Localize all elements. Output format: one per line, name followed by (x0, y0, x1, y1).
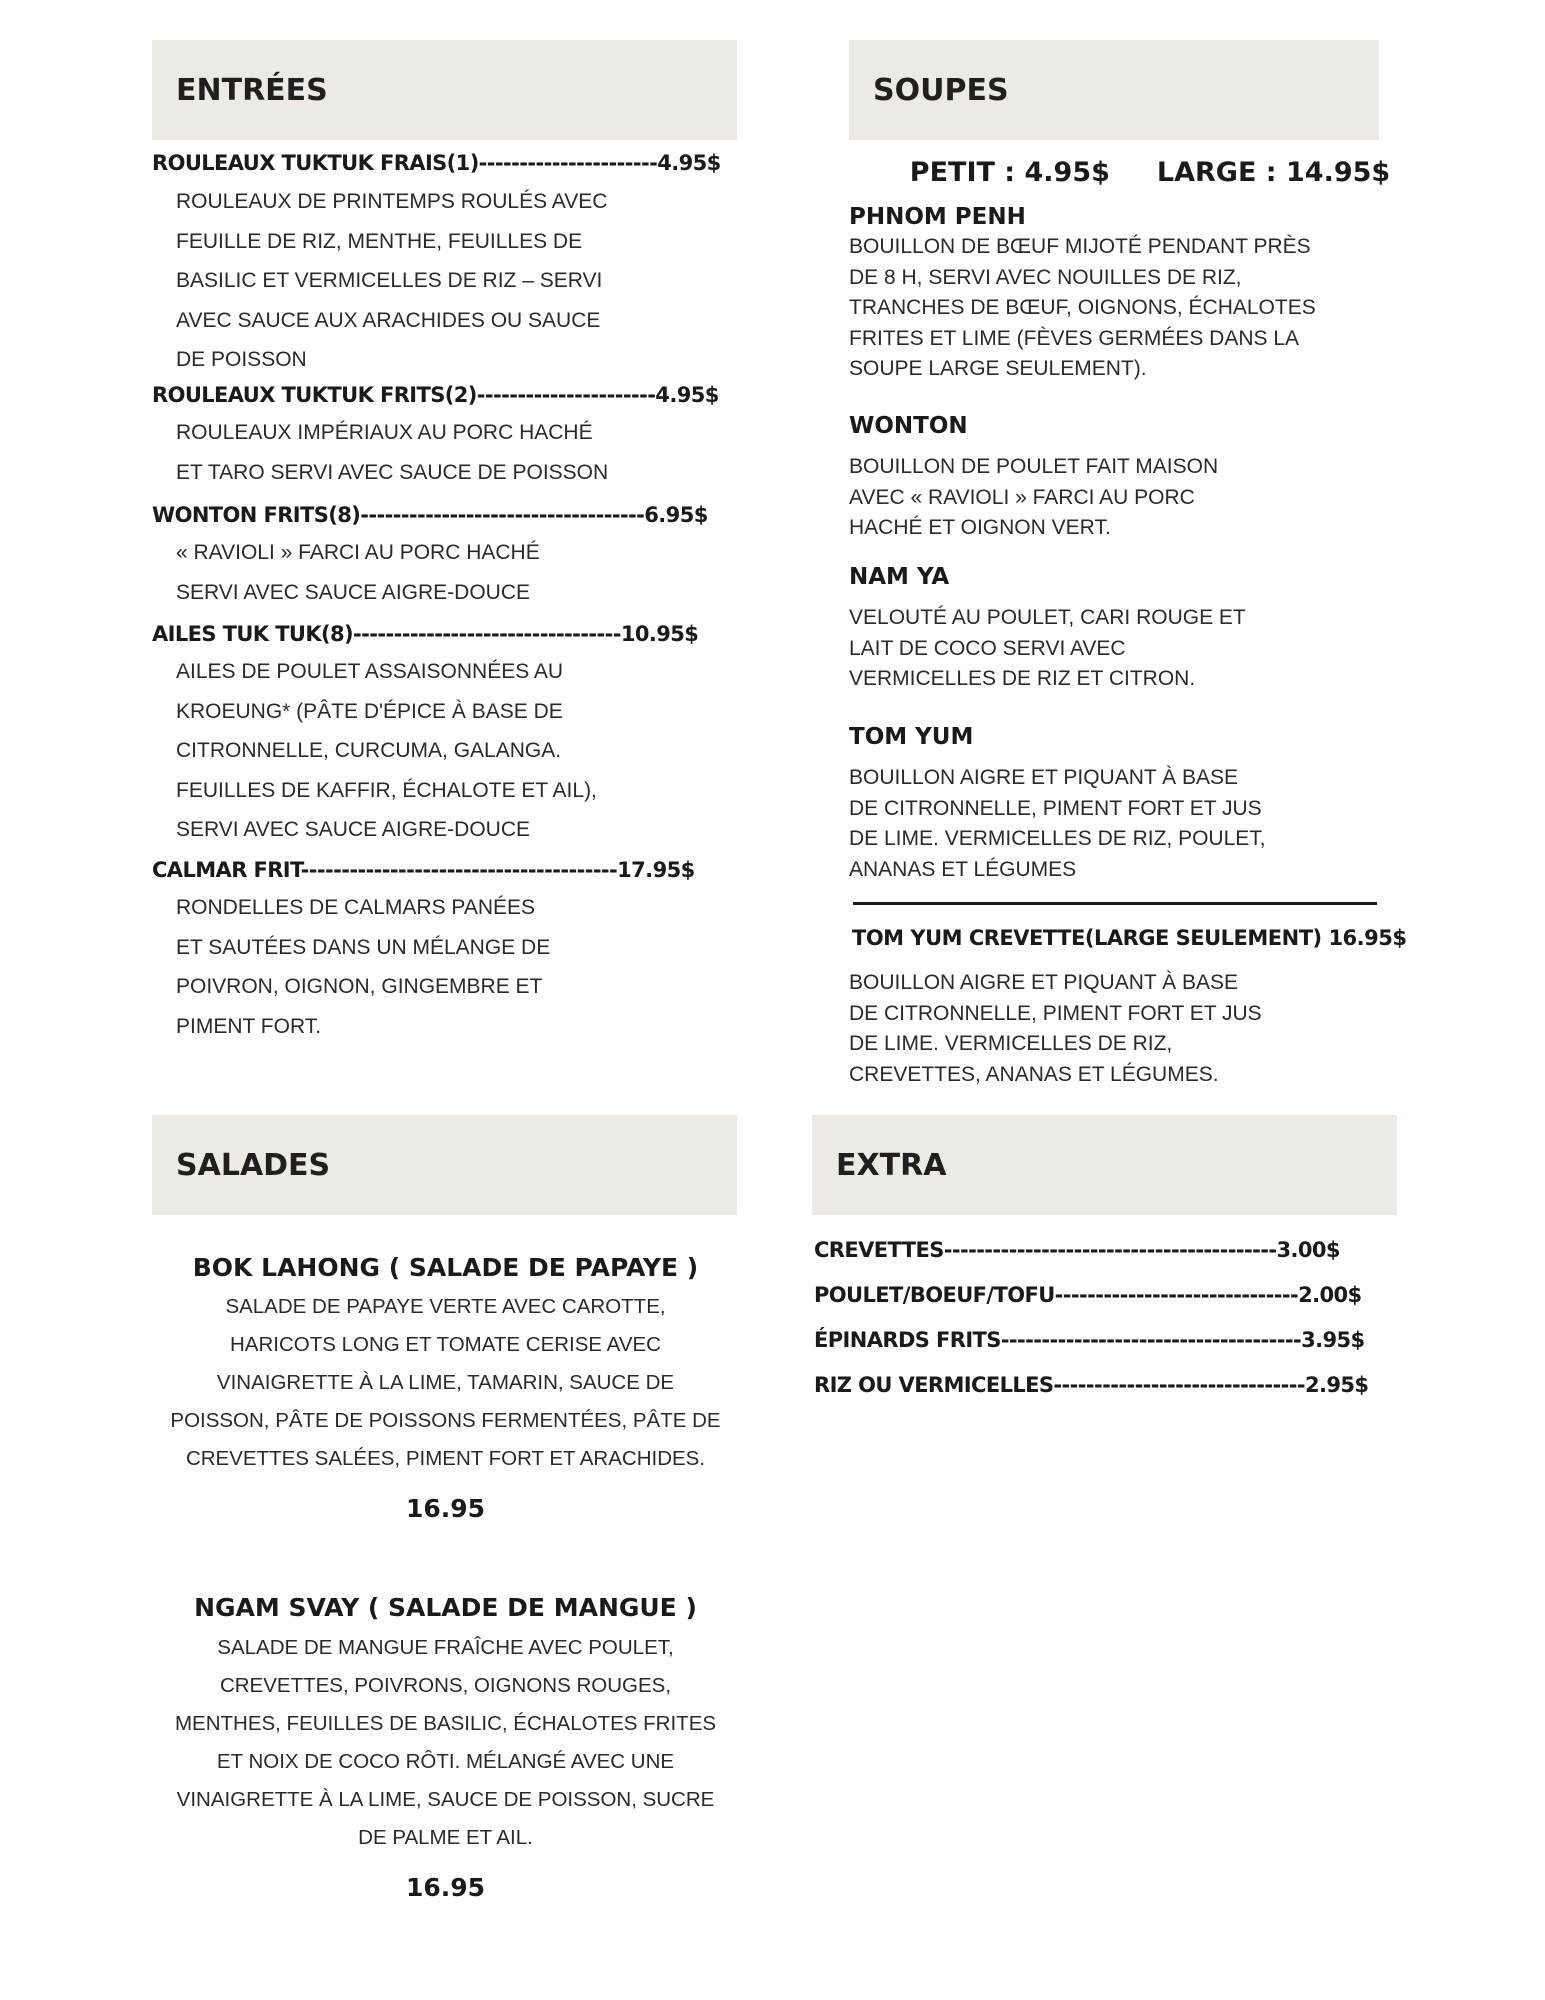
entree-item-title: ROULEAUX TUKTUK FRAIS(1)----------------------4.95$ (152, 151, 721, 175)
entree-item-title: ROULEAUX TUKTUK FRITS(2)----------------------4.95$ (152, 383, 719, 407)
salad-title: NGAM SVAY ( SALADE DE MANGUE ) (194, 1593, 697, 1622)
salad-title: BOK LAHONG ( SALADE DE PAPAYE ) (192, 1253, 699, 1282)
soup-title: PHNOM PENH (849, 204, 1026, 230)
entree-item-desc: AILES DE POULET ASSAISONNÉES AU KROEUNG* (PÂTE D'ÉPICE À BASE DE CITRONNELLE, CURCUMA, GALANGA. FEUILLES DE KAFFIR, ÉCHALOTE ET AIL), SERVI AVEC SAUCE AIGRE-DOUCE (176, 660, 597, 841)
soup-title: NAM YA (849, 564, 950, 590)
soup-desc: BOUILLON DE POULET FAIT MAISON AVEC « RAVIOLI » FARCI AU PORC HACHÉ ET OIGNON VERT. (849, 455, 1219, 539)
entree-item-title: AILES TUK TUK(8)---------------------------------10.95$ (152, 622, 699, 646)
extra-item: ÉPINARDS FRITS-------------------------------------3.95$ (814, 1328, 1365, 1352)
salades-header: SALADES (152, 1115, 737, 1215)
soupes-prices: PETIT : 4.95$ LARGE : 14.95$ (909, 157, 1391, 188)
salad-price: 16.95 (405, 1494, 486, 1523)
soup-desc: BOUILLON AIGRE ET PIQUANT À BASE DE CITRONNELLE, PIMENT FORT ET JUS DE LIME. VERMICELLES DE RIZ, CREVETTES, ANANAS ET LÉGUMES. (849, 971, 1262, 1086)
soup-title: WONTON (849, 413, 968, 439)
salad-desc: SALADE DE MANGUE FRAÎCHE AVEC POULET, CREVETTES, POIVRONS, OIGNONS ROUGES, MENTHES, FEUILLES DE BASILIC, ÉCHALOTES FRITES ET NOIX DE COCO RÔTI. MÉLANGÉ AVEC UNE VINAIGRETTE À LA LIME, SAUCE DE POISSON, SUCRE DE PALME ET AIL. (174, 1636, 717, 1849)
entree-item-desc: ROULEAUX IMPÉRIAUX AU PORC HACHÉ ET TARO SERVI AVEC SAUCE DE POISSON (176, 421, 609, 484)
entree-item-desc: RONDELLES DE CALMARS PANÉES ET SAUTÉES DANS UN MÉLANGE DE POIVRON, OIGNON, GINGEMBRE ET PIMENT FORT. (176, 896, 551, 1038)
soup-title: TOM YUM CREVETTE(LARGE SEULEMENT) 16.95$ (852, 926, 1407, 950)
soup-title: TOM YUM (849, 724, 974, 750)
divider-line (853, 902, 1377, 905)
soup-desc: BOUILLON AIGRE ET PIQUANT À BASE DE CITRONNELLE, PIMENT FORT ET JUS DE LIME. VERMICELLES DE RIZ, POULET, ANANAS ET LÉGUMES (849, 766, 1266, 881)
soup-desc: BOUILLON DE BŒUF MIJOTÉ PENDANT PRÈS DE 8 H, SERVI AVEC NOUILLES DE RIZ, TRANCHES DE BŒUF, OIGNONS, ÉCHALOTES FRITES ET LIME (FÈVES GERMÉES DANS LA SOUPE LARGE SEULEMENT). (849, 235, 1316, 380)
salad-desc: SALADE DE PAPAYE VERTE AVEC CAROTTE, HARICOTS LONG ET TOMATE CERISE AVEC VINAIGRETTE À LA LIME, TAMARIN, SAUCE DE POISSON, PÂTE DE POISSONS FERMENTÉES, PÂTE DE CREVETTES SALÉES, PIMENT FORT ET ARACHIDES. (170, 1295, 721, 1470)
entrees-header: ENTRÉES (152, 40, 737, 140)
extra-item: CREVETTES-----------------------------------------3.00$ (814, 1238, 1340, 1262)
soup-desc: VELOUTÉ AU POULET, CARI ROUGE ET LAIT DE COCO SERVI AVEC VERMICELLES DE RIZ ET CITRON. (849, 606, 1246, 690)
entree-item-title: CALMAR FRIT---------------------------------------17.95$ (152, 858, 695, 882)
entree-item-desc: « RAVIOLI » FARCI AU PORC HACHÉ SERVI AVEC SAUCE AIGRE-DOUCE (176, 541, 540, 604)
entree-item-title: WONTON FRITS(8)-----------------------------------6.95$ (152, 503, 708, 527)
salad-price: 16.95 (405, 1873, 486, 1902)
extra-item: RIZ OU VERMICELLES-------------------------------2.95$ (814, 1373, 1369, 1397)
entree-item-desc: ROULEAUX DE PRINTEMPS ROULÉS AVEC FEUILLE DE RIZ, MENTHE, FEUILLES DE BASILIC ET VERMICELLES DE RIZ – SERVI AVEC SAUCE AUX ARACHIDES OU SAUCE DE POISSON (176, 190, 608, 371)
soupes-header: SOUPES (849, 40, 1379, 140)
extra-item: POULET/BOEUF/TOFU------------------------------2.00$ (814, 1283, 1362, 1307)
extra-header: EXTRA (812, 1115, 1397, 1215)
